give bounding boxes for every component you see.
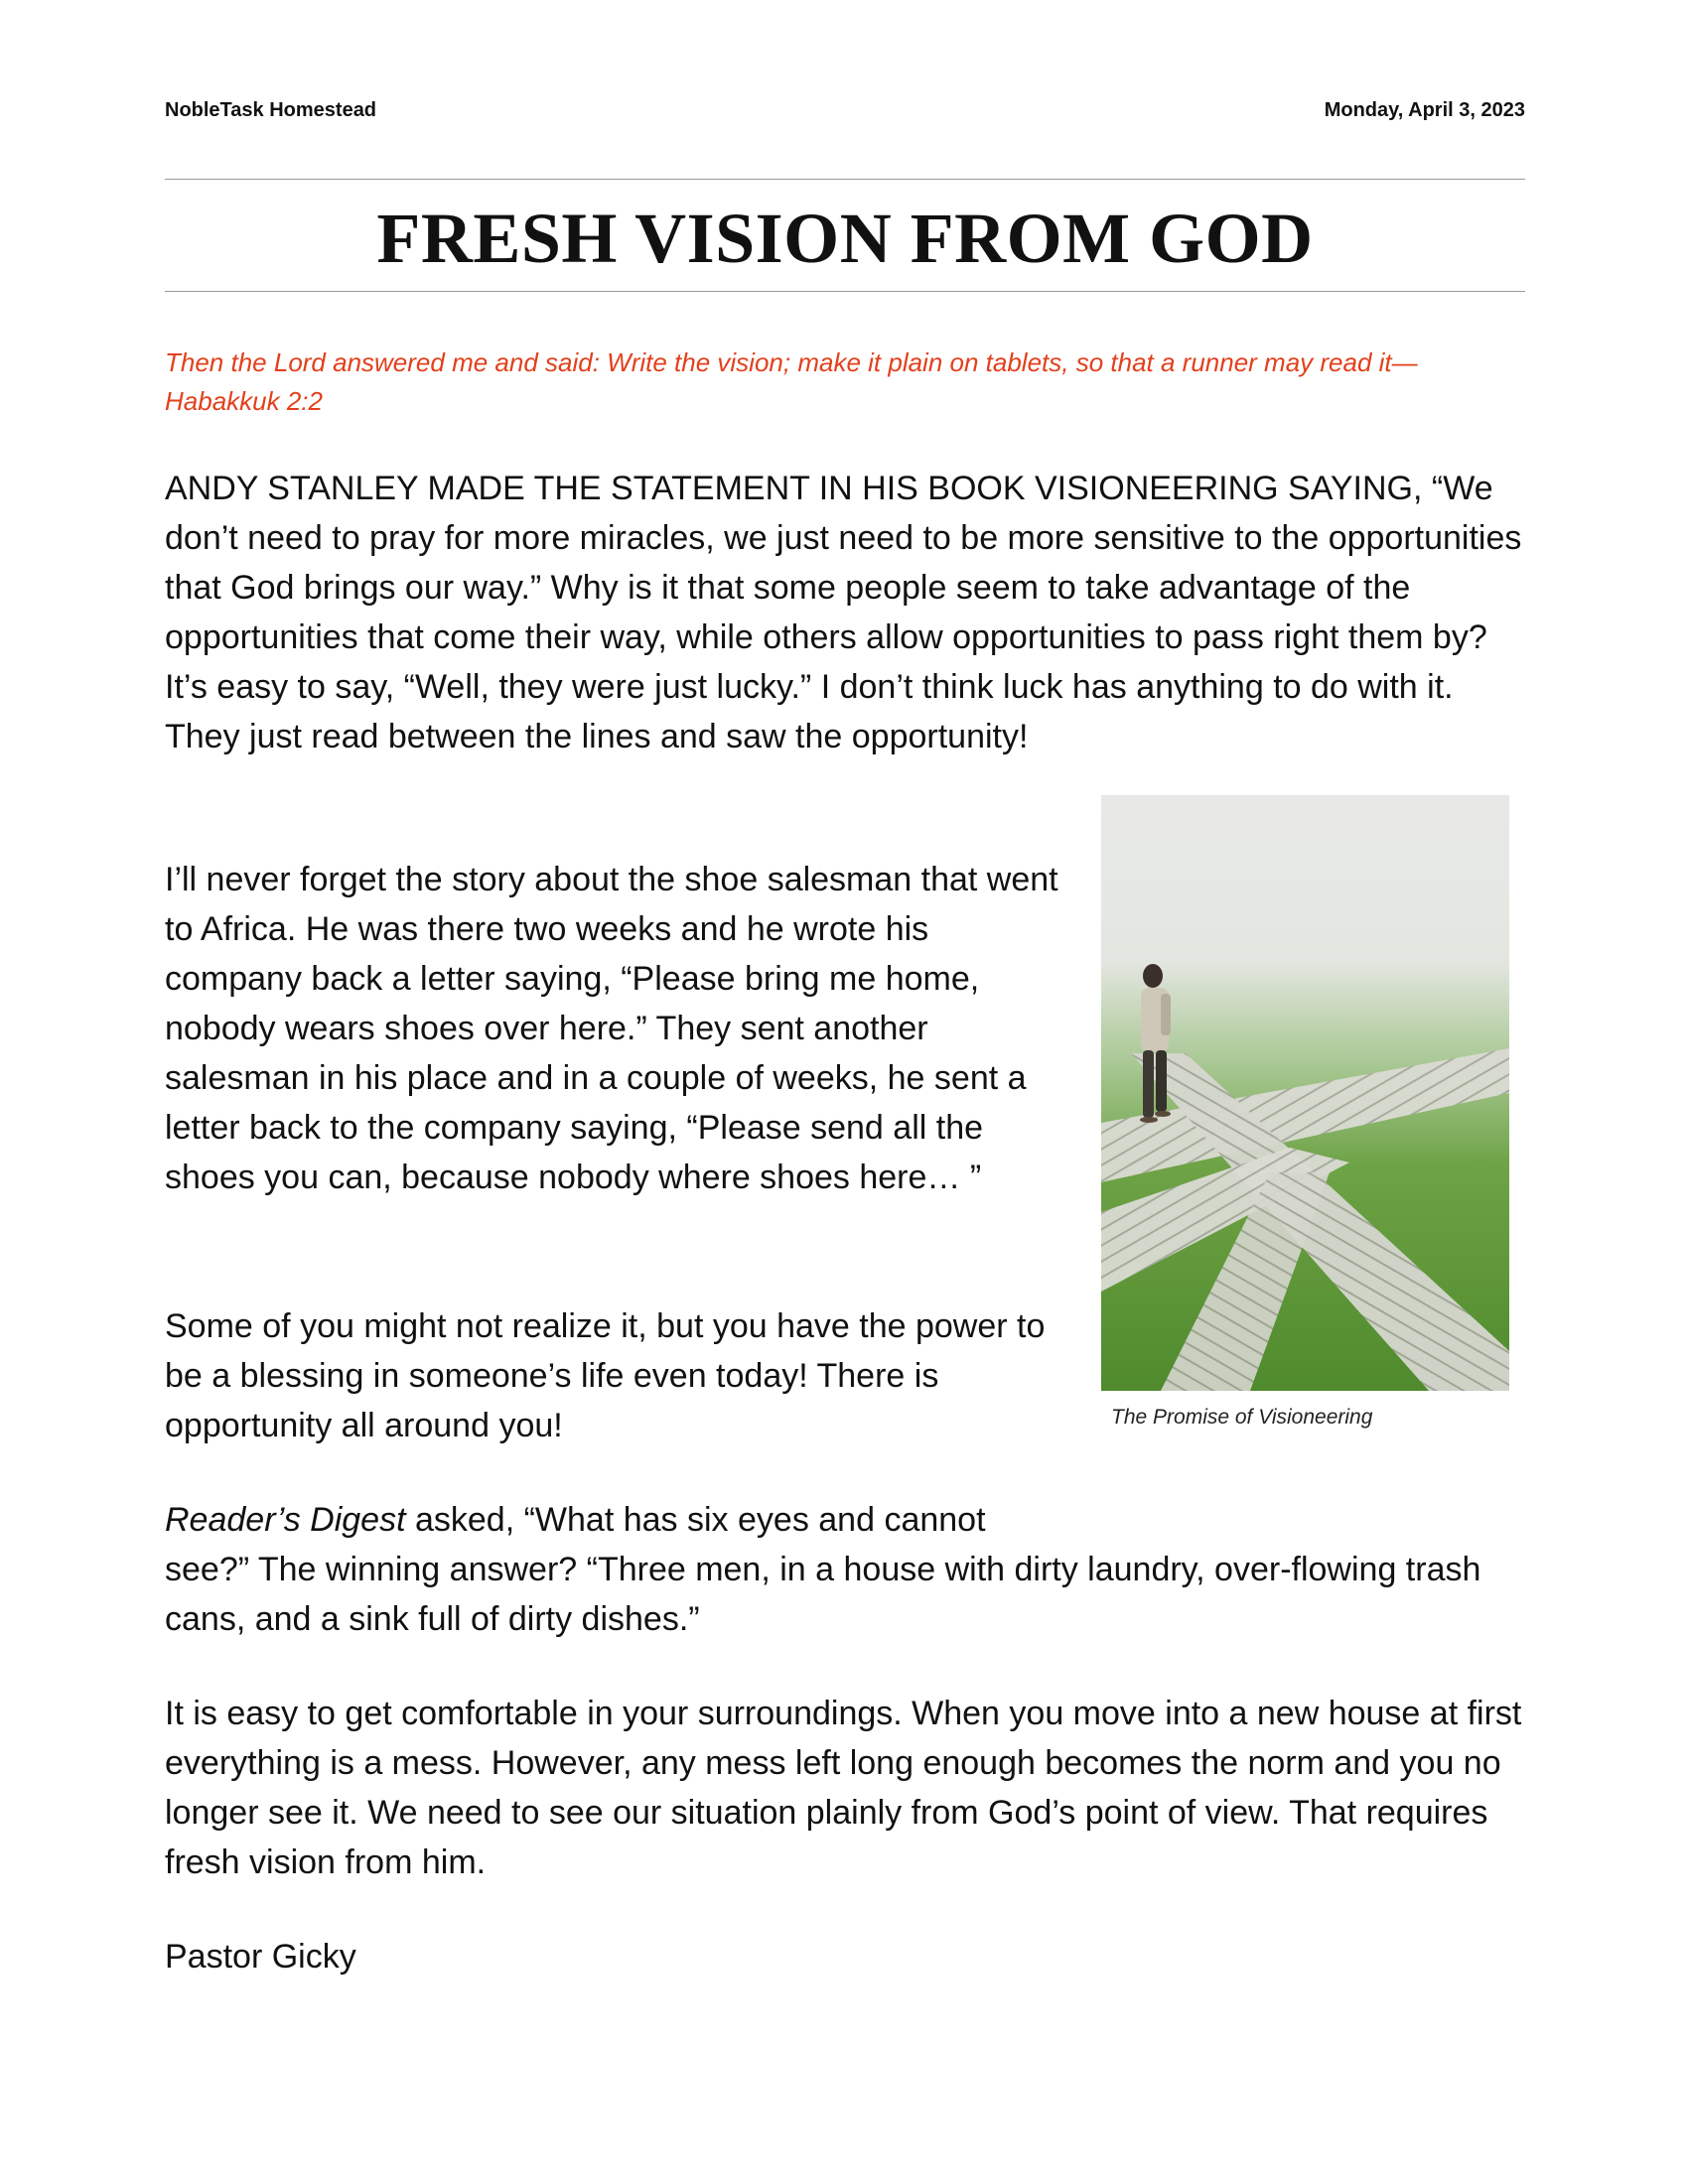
paragraph-blessing: Some of you might not realize it, but you have the power to be a blessing in someone’s life even today! There is opportunity all around you! bbox=[165, 1307, 1046, 1444]
scripture-reference: Habakkuk 2:2 bbox=[165, 386, 323, 416]
title-top-rule bbox=[165, 179, 1525, 180]
newsletter-page bbox=[165, 0, 1525, 2184]
scripture-quote bbox=[165, 343, 1525, 421]
author-signature: Pastor Gicky bbox=[165, 1938, 356, 1976]
paragraph-shoe-salesman: I’ll never forget the story about the shoe salesman that went to Africa. He was there two weeks and he wrote his company back a letter saying, “Please bring me home, nobody wears shoes over here.” They sent another salesman in his place and in a couple of weeks, he sent a letter back to the company saying, “Please send all the shoes you can, because nobody where shoes here… ” bbox=[165, 861, 1058, 1196]
visioneering-illustration bbox=[1101, 795, 1509, 1391]
title-bottom-rule bbox=[165, 291, 1525, 292]
scripture-text: Then the Lord answered me and said: Write the vision; make it plain on tablets, so that a runner may read it— bbox=[165, 347, 1418, 377]
article-title: FRESH VISION FROM GOD bbox=[376, 199, 1314, 278]
man-at-crossroads-image bbox=[1101, 795, 1509, 1391]
readers-digest-first-line bbox=[165, 1495, 1058, 1545]
organization-name: NobleTask Homestead bbox=[165, 99, 377, 121]
readers-digest-question: asked, “What has six eyes and cannot bbox=[405, 1501, 986, 1539]
page-header bbox=[165, 99, 1525, 122]
readers-digest-answer: see?” The winning answer? “Three men, in a house with dirty laundry, over-flowing trash cans, and a sink full of dirty dishes.” bbox=[165, 1551, 1481, 1638]
image-caption: The Promise of Visioneering bbox=[1111, 1406, 1373, 1429]
publication-name: Reader’s Digest bbox=[165, 1501, 406, 1539]
issue-date: Monday, April 3, 2023 bbox=[1324, 99, 1525, 121]
paragraph-readers-digest bbox=[165, 1495, 1525, 1644]
paragraph-conclusion: It is easy to get comfortable in your surroundings. When you move into a new house at first everything is a mess. However, any mess left long enough becomes the norm and you no longer see it. We need to see our situation plainly from God’s point of view. That requires fresh vision from him. bbox=[165, 1695, 1522, 1881]
paragraph-intro: ANDY STANLEY MADE THE STATEMENT IN HIS BOOK VISIONEERING SAYING, “We don’t need to pray for more miracles, we just need to be more sensitive to the opportunities that God brings our way.” Why is it that some people seem to take advantage of the opportunities that come their way, while others allow opportunities to pass right them by? It’s easy to say, “Well, they were just lucky.” I don’t think luck has anything to do with it. They just read between the lines and saw the opportunity! bbox=[165, 470, 1522, 755]
